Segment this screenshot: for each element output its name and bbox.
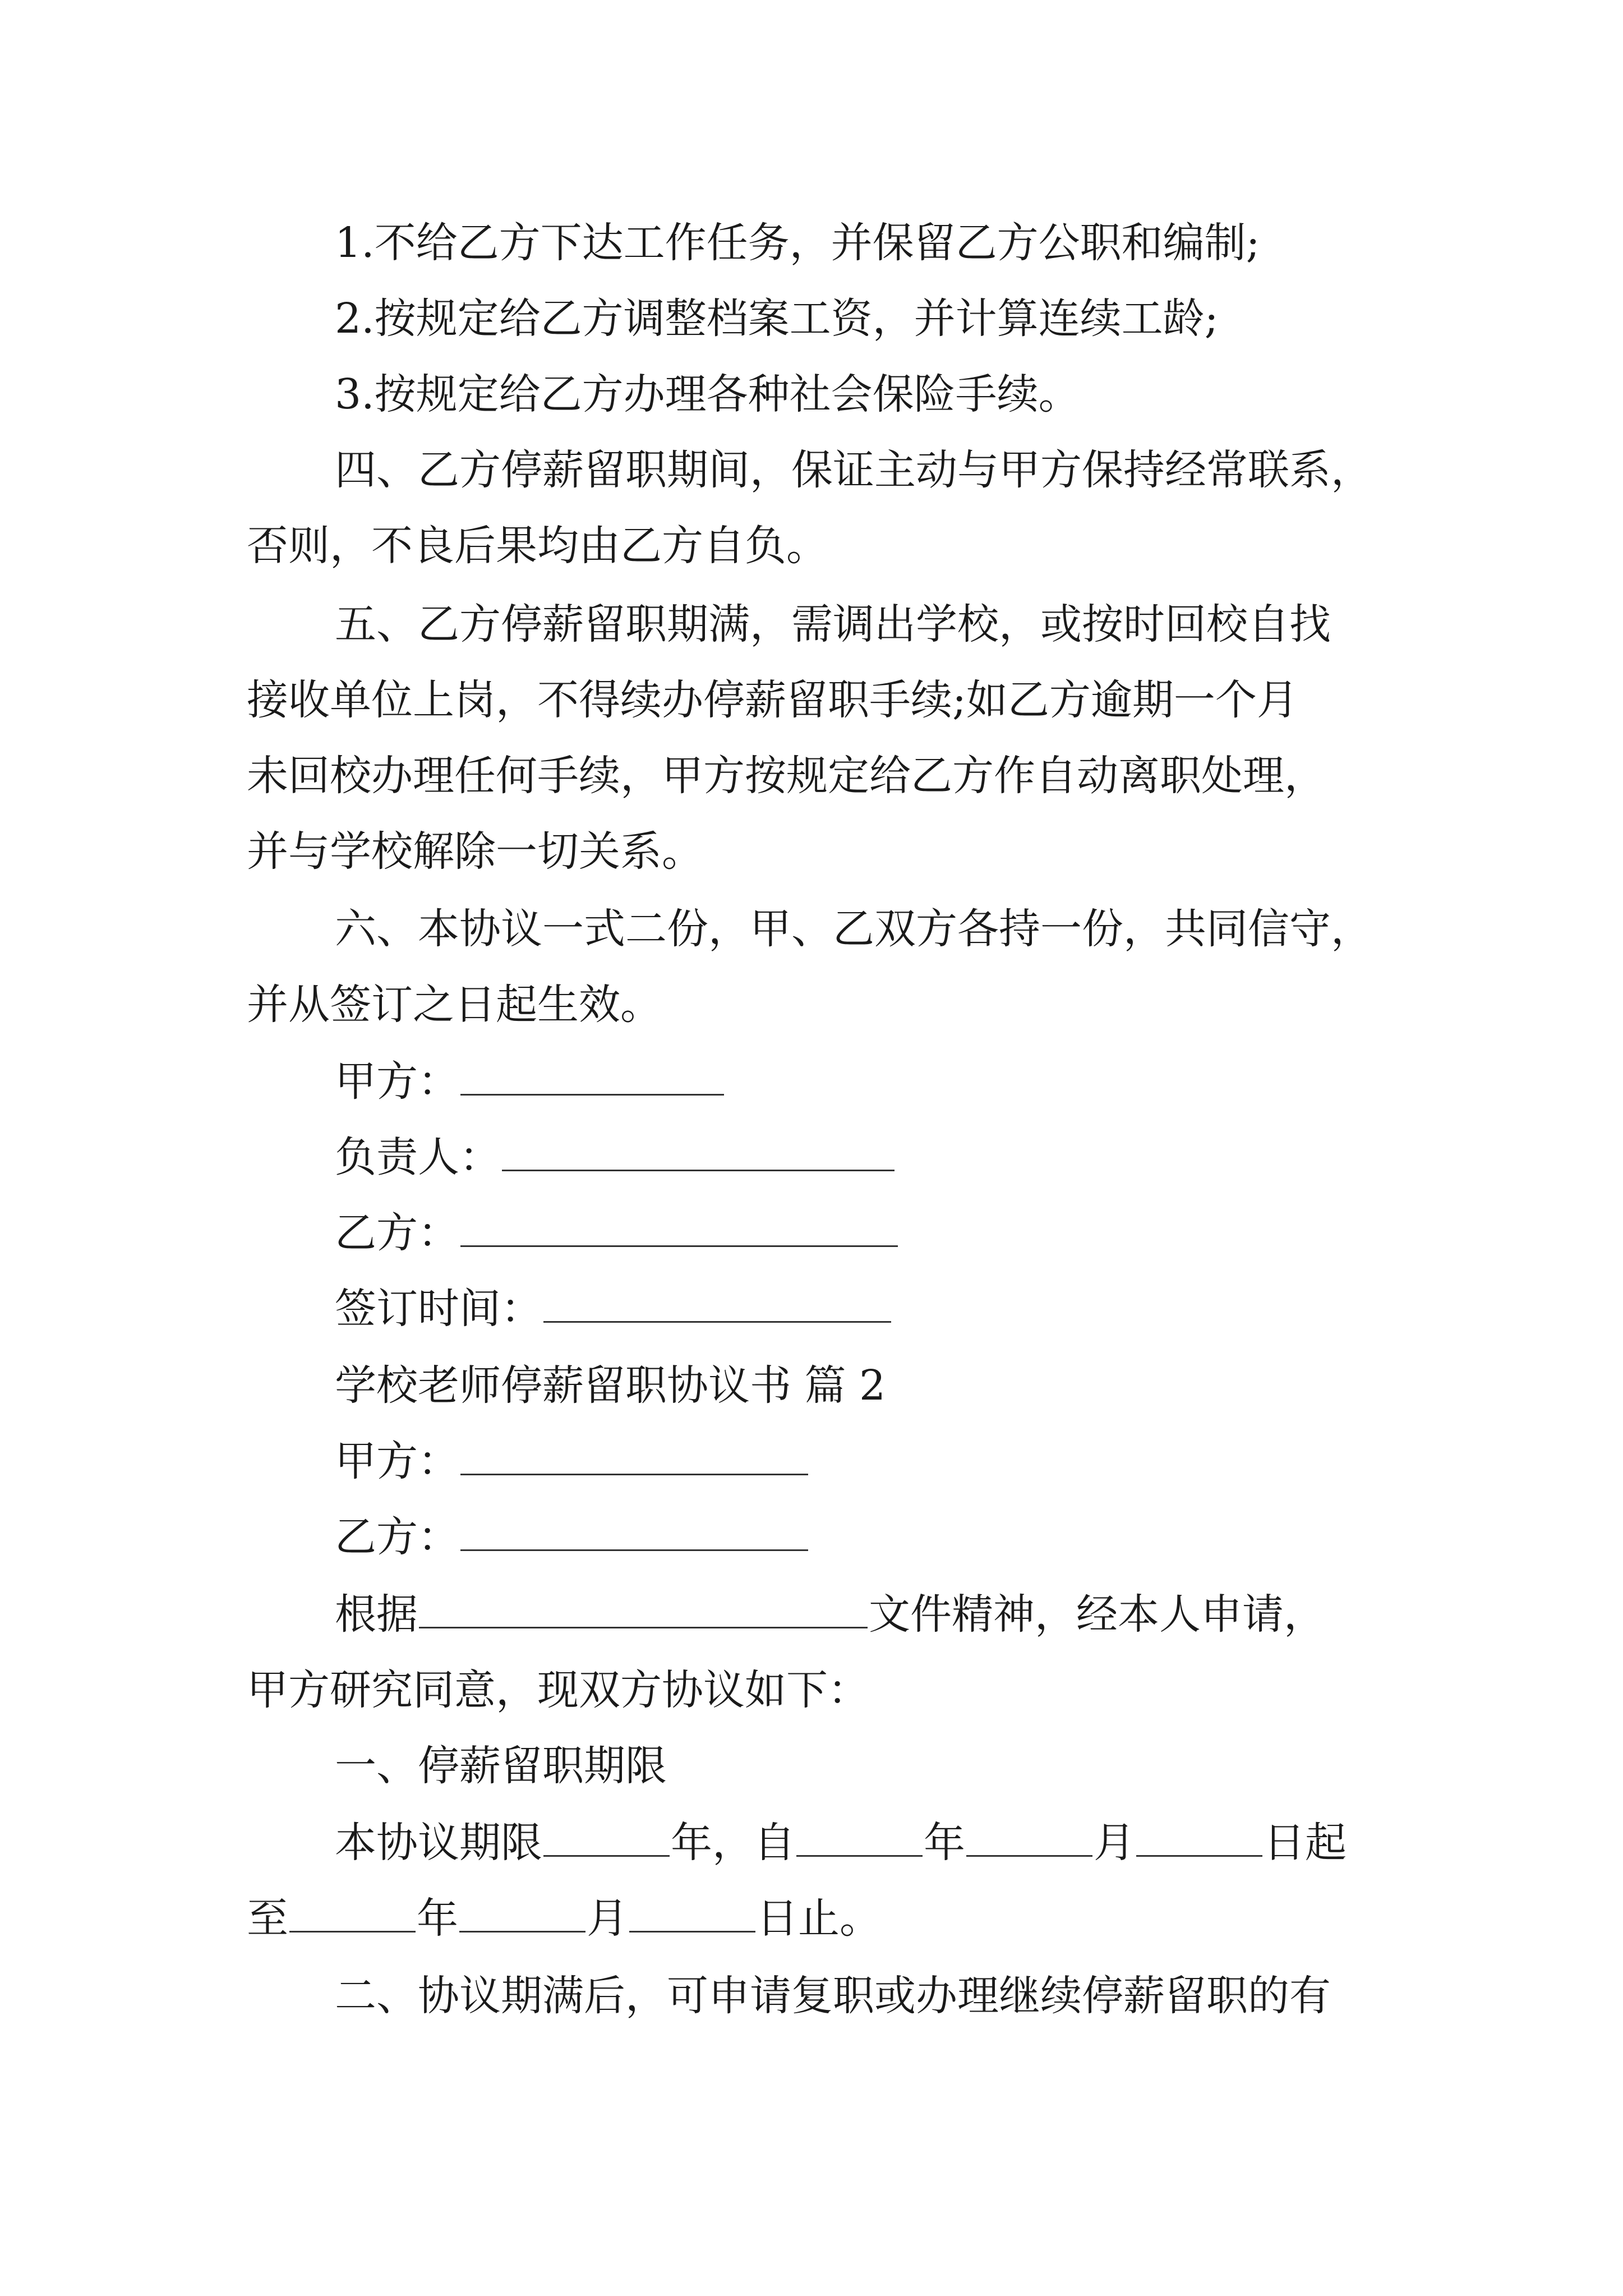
basis-line-2: 甲方研究同意，现双方协议如下： [247, 1666, 869, 1714]
signature-date [335, 1282, 892, 1336]
start-month-blank [966, 1820, 1092, 1857]
party-b-blank [460, 1211, 898, 1247]
basis-suffix: 文件精神，经本人申请， [869, 1590, 1325, 1639]
heading-term: 一、停薪留职期限 [335, 1742, 667, 1790]
term-year-label: 年，自 [671, 1819, 795, 1867]
signature-party-b [335, 1206, 899, 1260]
basis-line-1 [335, 1588, 1325, 1641]
term-line-1 [335, 1816, 1347, 1870]
part2-party-b-label: 乙方： [335, 1513, 459, 1561]
signature-party-b-label: 乙方： [335, 1209, 459, 1257]
item-1: 1.不给乙方下达工作任务，并保留乙方公职和编制; [335, 219, 1260, 267]
signature-party-a-label: 甲方： [335, 1057, 459, 1106]
section-5-line-3: 未回校办理任何手续，甲方按规定给乙方作自动离职处理， [247, 752, 1326, 800]
basis-blank [419, 1592, 868, 1628]
section-6-line-2: 并从签订之日起生效。 [247, 981, 662, 1029]
start-year-label: 年 [924, 1819, 965, 1867]
signature-date-label: 签订时间： [335, 1285, 542, 1333]
signature-party-a [335, 1055, 725, 1108]
part2-party-b-blank [460, 1515, 808, 1551]
basis-prefix: 根据 [335, 1590, 418, 1639]
party-a-blank [460, 1059, 724, 1096]
term-line-2 [247, 1892, 881, 1945]
section-2-line-1: 二、协议期满后，可申请复职或办理继续停薪留职的有 [335, 1972, 1331, 2020]
section-6-line-1: 六、本协议一式二份，甲、乙双方各持一份，共同信守， [335, 905, 1372, 953]
part2-party-b [335, 1510, 809, 1564]
date-blank [543, 1286, 891, 1323]
start-year-blank [796, 1820, 923, 1857]
end-month-label: 月 [587, 1894, 628, 1943]
end-day-blank [629, 1896, 755, 1932]
section-5-line-2: 接收单位上岗，不得续办停薪留职手续;如乙方逾期一个月 [247, 676, 1298, 724]
leader-blank [502, 1135, 895, 1171]
end-year-label: 年 [417, 1894, 458, 1943]
end-day-label: 日止。 [757, 1894, 881, 1943]
signature-leader-label: 负责人： [335, 1133, 501, 1181]
section-4-line-1: 四、乙方停薪留职期间，保证主动与甲方保持经常联系， [335, 446, 1372, 494]
start-day-blank [1136, 1820, 1262, 1857]
part2-party-a-label: 甲方： [335, 1437, 459, 1485]
signature-leader [335, 1130, 896, 1184]
start-day-label: 日起 [1264, 1819, 1347, 1867]
start-month-label: 月 [1094, 1819, 1135, 1867]
term-years-blank [543, 1820, 670, 1857]
section-title-2: 学校老师停薪留职协议书 篇 2 [335, 1361, 886, 1410]
end-year-blank [289, 1896, 416, 1932]
item-3: 3.按规定给乙方办理各种社会保险手续。 [335, 370, 1080, 418]
section-5-line-1: 五、乙方停薪留职期满，需调出学校，或按时回校自找 [335, 600, 1331, 648]
section-5-line-4: 并与学校解除一切关系。 [247, 827, 703, 876]
end-prefix: 至 [247, 1894, 288, 1943]
end-month-blank [459, 1896, 585, 1932]
term-prefix: 本协议期限 [335, 1819, 542, 1867]
item-2: 2.按规定给乙方调整档案工资，并计算连续工龄; [335, 295, 1219, 343]
section-4-line-2: 否则，不良后果均由乙方自负。 [247, 522, 828, 570]
part2-party-a-blank [460, 1439, 808, 1475]
part2-party-a [335, 1434, 809, 1488]
